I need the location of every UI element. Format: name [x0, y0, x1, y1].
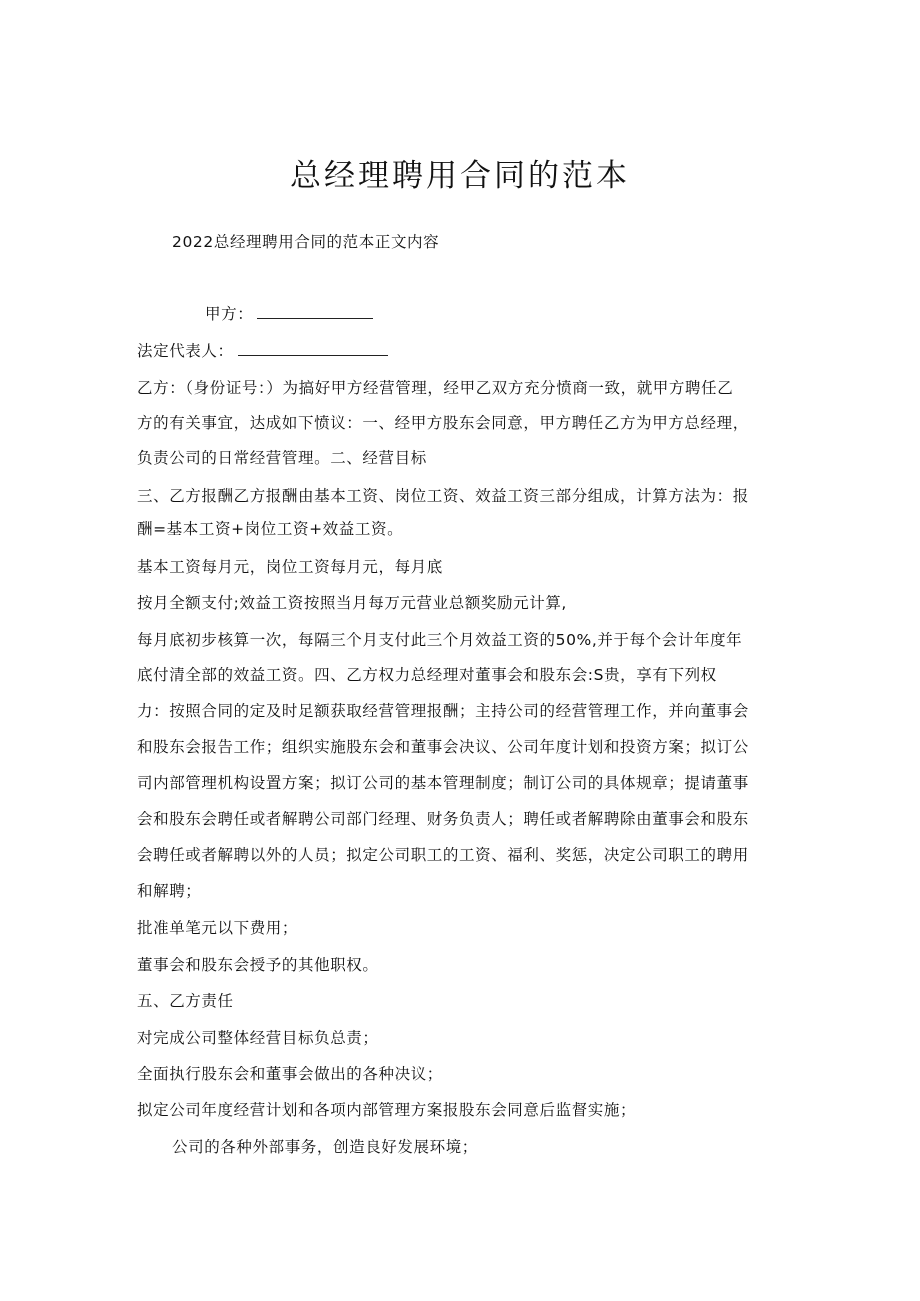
- legal-rep-line: [137, 341, 388, 361]
- body-line: 负责公司的日常经营管理。二、经营目标: [137, 449, 427, 467]
- body-line: 全面执行股东会和董事会做出的各种决议；: [137, 1065, 443, 1083]
- body-line: 乙方：（身份证号：）为搞好甲方经营管理，经甲乙双方充分愤商一致，就甲方聘任乙: [137, 379, 734, 397]
- section-heading: 五、乙方责任: [137, 992, 234, 1010]
- body-line: 方的有关事宜，达成如下愤议：一、经甲方股东会同意，甲方聘任乙方为甲方总经理，: [137, 414, 749, 432]
- body-line: 和股东会报告工作；组织实施股东会和董事会决议、公司年度计划和投资方案；拟订公: [137, 738, 749, 756]
- body-line: 司内部管理机构设置方案；拟订公司的基本管理制度；制订公司的具体规章；提请董事: [137, 774, 749, 792]
- body-line: 董事会和股东会授予的其他职权。: [137, 956, 379, 974]
- document-subtitle: 2022总经理聘用合同的范本正文内容: [172, 233, 440, 251]
- body-line: 拟定公司年度经营计划和各项内部管理方案报股东会同意后监督实施；: [137, 1101, 637, 1119]
- body-line: 按月全额支付;效益工资按照当月每万元营业总额奖励元计算,: [137, 594, 567, 612]
- body-line: 三、乙方报酬乙方报酬由基本工资、岗位工资、效益工资三部分组成，计算方法为：报: [137, 487, 749, 505]
- body-line: 底付清全部的效益工资。四、乙方权力总经理对董事会和股东会:S贵，享有下列权: [137, 666, 717, 684]
- legal-rep-label: 法定代表人：: [137, 342, 234, 360]
- party-a-blank: [257, 304, 373, 319]
- body-line: 对完成公司整体经营目标负总责；: [137, 1029, 379, 1047]
- legal-rep-blank: [238, 341, 388, 356]
- body-line: 批准单笔元以下费用；: [137, 919, 299, 937]
- body-line: 基本工资每月元，岗位工资每月元，每月底: [137, 558, 443, 576]
- body-line: 公司的各种外部事务，创造良好发展环境；: [172, 1138, 478, 1156]
- party-a-line: [205, 304, 373, 324]
- body-line: 每月底初步核算一次，每隔三个月支付此三个月效益工资的50%,并于每个会计年度年: [137, 631, 743, 649]
- body-line: 会聘任或者解聘以外的人员；拟定公司职工的工资、福利、奖惩，决定公司职工的聘用: [137, 846, 749, 864]
- party-a-label: 甲方：: [205, 305, 254, 323]
- body-line: 力：按照合同的定及时足额获取经营管理报酬；主持公司的经营管理工作，并向董事会: [137, 702, 749, 720]
- document-title: 总经理聘用合同的范本: [290, 158, 630, 194]
- body-line: 会和股东会聘任或者解聘公司部门经理、财务负责人；聘任或者解聘除由董事会和股东: [137, 810, 749, 828]
- body-line: 酬=基本工资+岗位工资+效益工资。: [137, 520, 404, 538]
- body-line: 和解聘；: [137, 882, 202, 900]
